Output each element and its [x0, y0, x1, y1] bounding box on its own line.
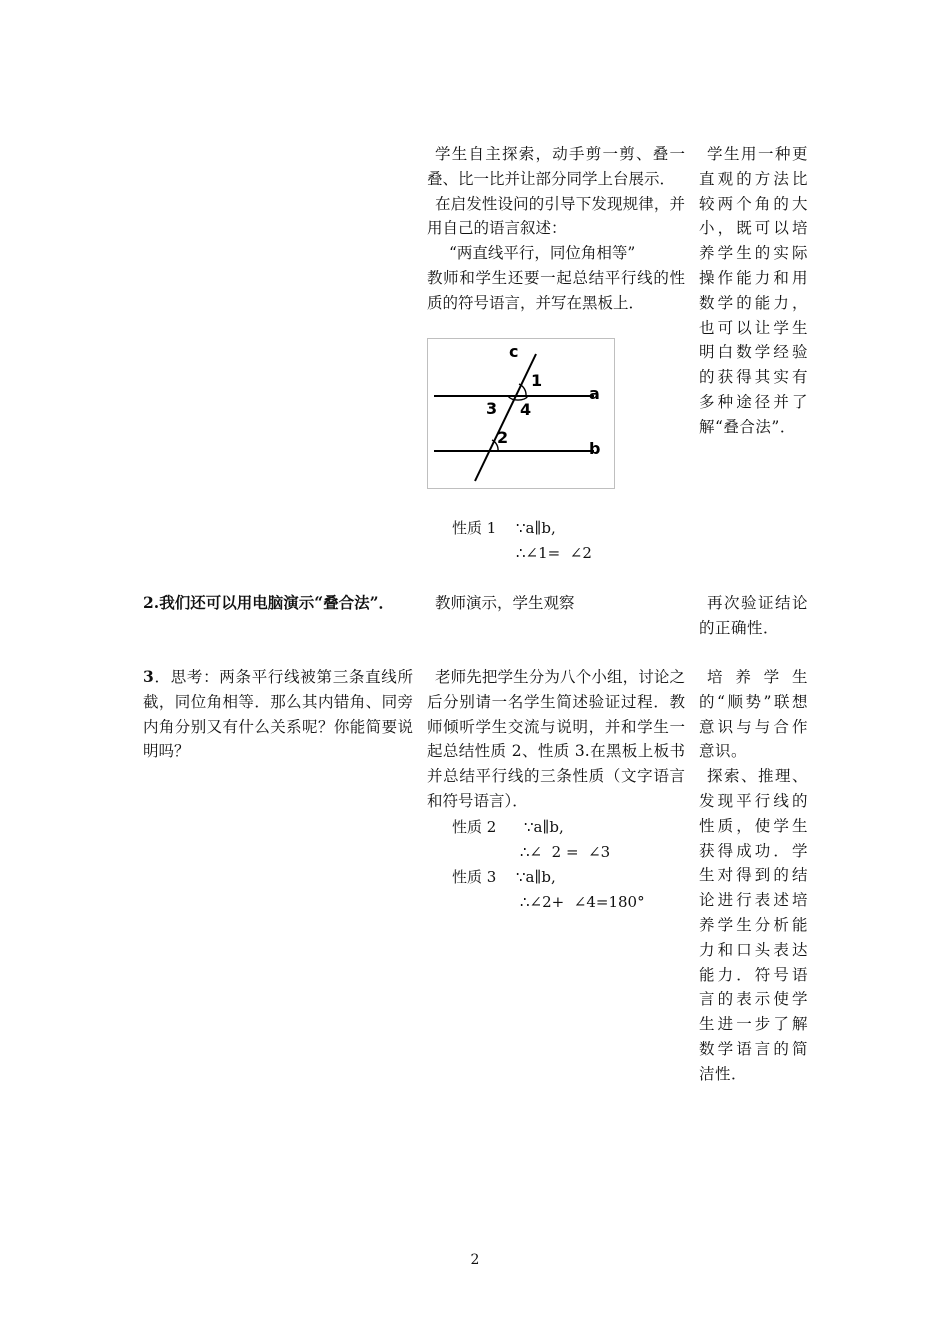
label-b: b — [589, 439, 601, 458]
row3-intent-para2: 探索、推理、发现平行线的性质，使学生获得成功．学生对得到的结论进行表述培养学生分析能力和口头表达能力．符号语言的表示使学生进一步了解数学语言的简洁性． — [699, 767, 808, 1083]
row3-intent-para1: 培养学生的“顺势”联想意识与与合作意识。 — [699, 668, 808, 761]
label-angle-2: 2 — [497, 428, 509, 447]
row1-activity-para4: 教师和学生还要一起总结平行线的性质的符号语言，并写在黑板上． — [427, 268, 685, 312]
row2-text: 我们还可以用电脑演示“叠合法”． — [159, 593, 395, 612]
parallel-lines-diagram — [428, 339, 614, 488]
row1-activity-para1: 学生自主探索，动手剪一剪、叠一叠、比一比并让部分同学上台展示． — [427, 145, 685, 188]
row2-intent: 再次验证结论的正确性． — [699, 594, 808, 637]
property3-label: 性质 3 — [452, 868, 497, 886]
label-angle-1: 1 — [531, 371, 543, 390]
row3-text: ．思考：两条平行线被第三条直线所截，同位角相等．那么其内错角、同旁内角分别又有什么关系呢？你能简要说明吗？ — [143, 668, 413, 761]
row1-activity-para2: 在启发性设问的引导下发现规律，并用自己的语言叙述： — [427, 194, 685, 238]
property3-because: ∵a∥b, — [516, 868, 556, 886]
label-a: a — [589, 384, 600, 403]
row3-content — [143, 665, 413, 764]
label-angle-3: 3 — [486, 399, 498, 418]
property2-therefore: ∴∠ 2 = ∠3 — [520, 843, 611, 861]
property2-label: 性质 2 — [452, 818, 497, 836]
property3-therefore: ∴∠2+ ∠4=180° — [520, 893, 645, 911]
row2-content — [143, 591, 413, 616]
property1-therefore: ∴∠1= ∠2 — [516, 544, 592, 562]
row2-number: 2. — [143, 593, 160, 612]
row1-activity — [427, 142, 685, 316]
row3-intent — [699, 665, 808, 1087]
label-c: c — [509, 342, 519, 361]
row3-activity: 老师先把学生分为八个小组，讨论之后分别请一名学生简述验证过程．教师倾听学生交流与说明，并和学生一起总结性质 2、性质 3.在黑板上板书并总结平行线的三条性质（文字语言和符号语言）． — [427, 668, 685, 810]
label-angle-4: 4 — [520, 400, 532, 419]
page-number: 2 — [470, 1252, 480, 1268]
row1-activity-quote: “两直线平行，同位角相等” — [449, 244, 636, 263]
property2-because: ∵a∥b, — [524, 818, 564, 836]
row2-activity: 教师演示，学生观察 — [435, 594, 575, 612]
parallel-lines-figure — [427, 338, 615, 489]
property1-because: ∵a∥b, — [516, 519, 556, 537]
row1-intent: 学生用一种更直观的方法比较两个角的大小，既可以培养学生的实际操作能力和用数学的能力，也可以让学生明白数学经验的获得其实有多种途径并了解“叠合法”． — [699, 145, 808, 436]
property1-label: 性质 1 — [452, 519, 497, 537]
row3-number: 3 — [143, 667, 154, 686]
